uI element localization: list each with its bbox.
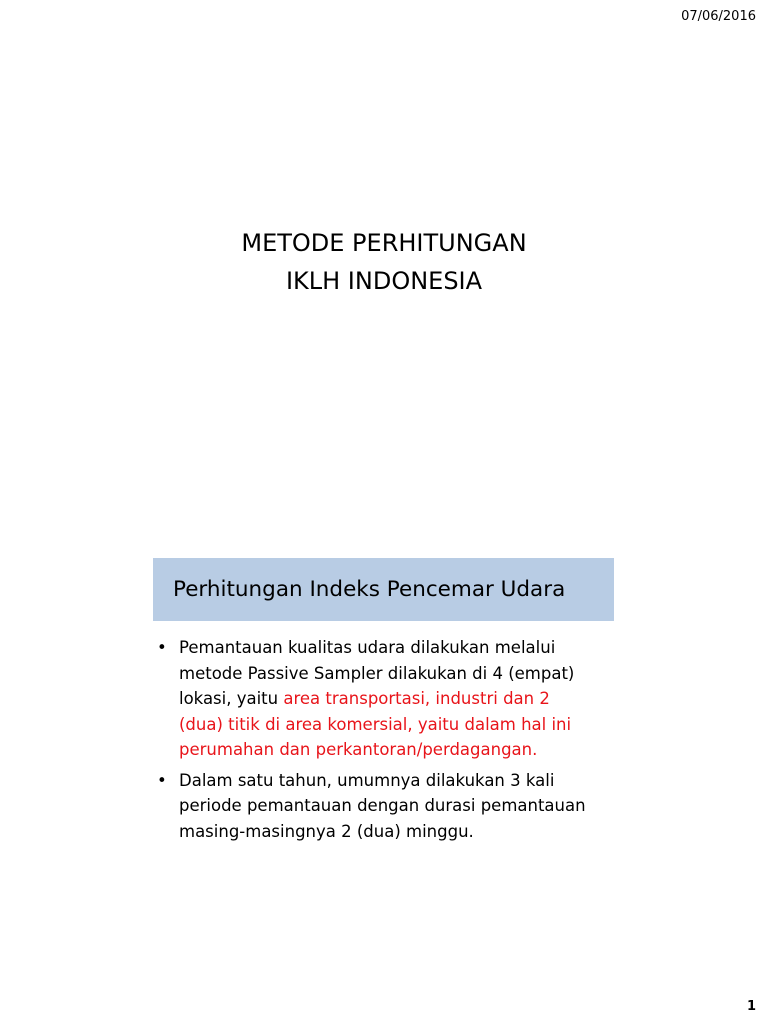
- slide-1-title-line: IKLH INDONESIA: [285, 267, 483, 295]
- slide-2-title: Perhitungan Indeks Pencemar Udara: [173, 577, 566, 602]
- bullet-line: [179, 737, 627, 763]
- print-date: 07/06/2016: [681, 9, 756, 24]
- slide-2-bullet-list: [157, 635, 627, 844]
- bullet-dot-icon: •: [157, 770, 167, 790]
- slide-1-title-line: METODE PERHITUNGAN: [241, 229, 527, 257]
- bullet-dot-icon: •: [157, 638, 167, 657]
- bullet-line: [179, 712, 627, 738]
- page-number: 1: [746, 999, 756, 1014]
- bullet-line: periode pemantauan dengan durasi pemantauan: [179, 796, 586, 815]
- slide-2-title-bar: [153, 558, 614, 621]
- highlighted-text: perumahan dan perkantoran/perdagangan.: [179, 740, 538, 759]
- bullet-item: [157, 635, 627, 763]
- bullet-item: [157, 768, 627, 845]
- bullet-line: lokasi, yaitu area transportasi, industri dan 2: [179, 689, 550, 708]
- bullet-line: masing-masingnya 2 (dua) minggu.: [179, 821, 474, 841]
- highlighted-text: area transportasi, industri dan 2: [283, 689, 550, 708]
- slide-1-title: [0, 224, 768, 300]
- highlighted-text: (dua) titik di area komersial, yaitu dalam hal ini: [179, 714, 572, 734]
- bullet-line: Pemantauan kualitas udara dilakukan melalui: [179, 638, 556, 657]
- bullet-line: metode Passive Sampler dilakukan di 4 (empat): [179, 663, 575, 683]
- bullet-line: Dalam satu tahun, umumnya dilakukan 3 kali: [179, 770, 555, 790]
